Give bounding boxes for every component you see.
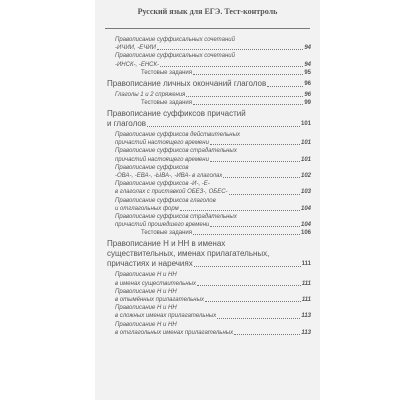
toc-entry-text: в глаголах с приставкой ОБЕЗ-, ОБЕС- xyxy=(115,189,228,196)
toc-entry-text: Тестовые задания xyxy=(141,230,193,237)
toc-entry-major xyxy=(107,79,311,89)
toc-entry-sub xyxy=(107,304,311,320)
toc-entry-text: Правописание суффиксов действительных xyxy=(115,132,241,139)
dot-leader xyxy=(234,333,300,335)
toc-entry-sub xyxy=(107,147,311,163)
toc-entry-sub xyxy=(107,271,311,287)
dot-leader xyxy=(160,65,303,67)
toc-entry-text: в именах существительных xyxy=(115,280,197,287)
page-number: 113 xyxy=(301,329,311,336)
toc-entry-text: Тестовые задания xyxy=(141,100,193,107)
toc-entry-test xyxy=(107,99,311,107)
dot-leader xyxy=(193,233,300,235)
toc-entry-text: причастий настоящего времени xyxy=(115,140,209,147)
toc-entry-text: причастий настоящего времени xyxy=(115,156,209,163)
page-number: 95 xyxy=(304,69,311,76)
toc-entry-text: Правописание суффиксов страдательных xyxy=(115,148,237,155)
dot-leader xyxy=(180,209,300,211)
toc-entry-sub xyxy=(107,180,311,196)
toc-entry-text: в отымённых прилагательных xyxy=(115,297,205,304)
page-number: 101 xyxy=(300,140,311,147)
dot-leader xyxy=(147,125,300,127)
dot-leader xyxy=(194,265,301,267)
toc-entry-sub xyxy=(107,288,311,304)
toc-entry-text: Правописание суффиксов xyxy=(115,164,189,171)
toc-entry-text: причастий прошедшего времени xyxy=(115,222,210,229)
dot-leader xyxy=(197,284,301,286)
toc-entry-text: существительных, именах прилагательных, xyxy=(107,249,270,259)
toc-entry-sub xyxy=(107,213,311,229)
toc-entry-text: Правописание суффиксальных сочетаний xyxy=(115,37,235,43)
toc-entry-sub xyxy=(107,197,311,213)
page-number: 111 xyxy=(301,261,311,268)
toc-entry-text: Правописание суффиксов страдательных xyxy=(115,214,237,221)
toc-entry-sub xyxy=(107,321,311,337)
toc-entry-text: Правописание Н и НН xyxy=(115,305,177,312)
toc-entry-text: Глаголы 1 и 2 спряжения xyxy=(115,91,186,98)
toc-entry-sub xyxy=(107,36,311,52)
dot-leader xyxy=(210,225,300,227)
toc-entry-text: Тестовые задания xyxy=(141,69,193,76)
running-header: Русский язык для ЕГЭ. Тест-контроль xyxy=(137,6,278,16)
book-page xyxy=(95,0,320,400)
page-number: 111 xyxy=(301,280,311,287)
toc-entry-text: Правописание Н и НН xyxy=(115,288,177,295)
dot-leader xyxy=(205,300,301,302)
toc-entry-text: и глаголов xyxy=(107,119,147,129)
toc-entry-text: в отглагольных именах прилагательных xyxy=(115,329,234,336)
toc-entry-major xyxy=(107,109,311,129)
page-number: 94 xyxy=(304,61,311,68)
toc-entry-text: Правописание суффиксальных сочетаний xyxy=(115,53,235,60)
page-number: 104 xyxy=(300,205,311,212)
dot-leader xyxy=(223,176,300,178)
page-number: 101 xyxy=(300,156,311,163)
page-number: 103 xyxy=(300,189,311,196)
page-number: 104 xyxy=(300,222,311,229)
toc-entry-text: -ИНСК-, -ЕНСК- xyxy=(115,61,160,68)
dot-leader xyxy=(193,103,303,105)
dot-leader xyxy=(217,317,300,319)
page-number: 106 xyxy=(300,230,311,237)
page-number: 96 xyxy=(304,91,311,98)
toc-entry-text: Правописание Н и НН в именах xyxy=(107,239,226,249)
page-number: 99 xyxy=(304,100,311,107)
toc-entry-test xyxy=(107,229,311,237)
toc-entry-text: Правописание Н и НН xyxy=(115,321,177,328)
dot-leader xyxy=(229,193,300,195)
toc-entry-sub xyxy=(107,52,311,68)
page-number: 102 xyxy=(300,173,311,180)
dot-leader xyxy=(210,160,300,162)
toc-entry-major xyxy=(107,239,311,269)
page-number: 111 xyxy=(301,297,311,304)
page-number: 94 xyxy=(304,45,311,52)
dot-leader xyxy=(157,48,303,50)
dot-leader xyxy=(210,143,300,145)
toc-entry-text: Правописание Н и НН xyxy=(115,272,177,279)
page-number: 96 xyxy=(304,80,311,87)
toc-entry-test xyxy=(107,69,311,77)
dot-leader xyxy=(193,73,303,75)
toc-entry-text: Правописание суффиксов причастий xyxy=(107,109,246,119)
page-number: 101 xyxy=(300,121,311,128)
toc-entry-text: и отглагольных форм xyxy=(115,205,179,212)
header-rule xyxy=(105,28,310,29)
toc-entry-text: Правописание суффиксов -И-, -Е- xyxy=(115,181,210,188)
toc-entry-sub xyxy=(107,131,311,147)
toc-entry-text: -ИЧИЙ, -ЕЧИЙ xyxy=(115,45,156,52)
table-of-contents xyxy=(107,36,311,337)
toc-entry-text: -ОВА-, -ЕВА-, -ЫВА-, -ИВА- в глаголах xyxy=(115,173,223,180)
toc-entry-sub xyxy=(107,91,311,99)
toc-entry-text: Правописание личных окончаний глаголов xyxy=(107,78,267,88)
toc-entry-text: в сложных именах прилагательных xyxy=(115,313,217,320)
dot-leader xyxy=(267,85,303,87)
page-number: 113 xyxy=(301,313,311,320)
toc-entry-text: Правописание суффиксов глаголов xyxy=(115,197,216,204)
toc-entry-text: причастиях и наречиях xyxy=(107,259,193,269)
toc-entry-sub xyxy=(107,164,311,180)
dot-leader xyxy=(186,95,303,97)
